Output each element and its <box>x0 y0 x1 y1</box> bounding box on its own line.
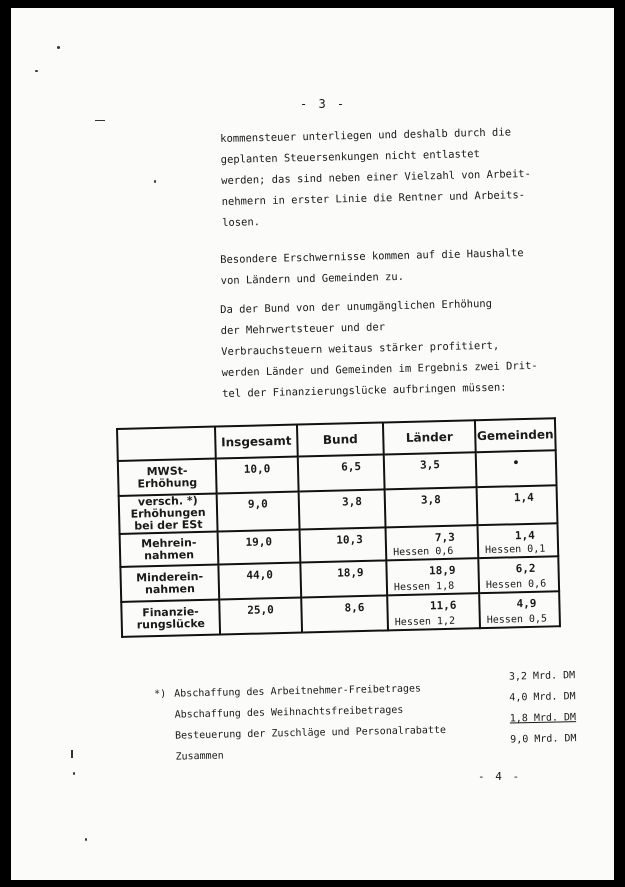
scan-speck <box>71 750 73 758</box>
row-label: Finanzie- rungslücke <box>121 600 220 637</box>
footnote-label: Besteuerung der Zuschläge und Personalrabatte <box>174 724 447 742</box>
cell-gemeinden: 6,2 Hessen 0,6 <box>478 556 559 593</box>
cell-bund: 18,9 <box>300 560 387 597</box>
paragraph-1: kommensteuer unterliegen und deshalb durch die geplanten Steuersenkungen nicht entlastet werden; das sind neben einer Vielzahl von Arbeit- nehmern in erster Linie die Rentner und Arbeits- losen. <box>220 126 532 229</box>
cell-insgesamt: 44,0 <box>218 563 301 600</box>
cell-laender: 18,9 Hessen 1,8 <box>386 558 479 595</box>
header-gemeinden: Gemeinden <box>475 418 556 452</box>
footnote-amount: 4,0 Mrd. DM <box>509 691 576 704</box>
row-label: MWSt- Erhöhung <box>118 459 217 496</box>
scan-speck <box>154 180 156 183</box>
cell-bund: 3,8 <box>299 489 386 529</box>
scan-speck <box>95 120 105 121</box>
cell-insgesamt: 10,0 <box>216 457 299 494</box>
footnote-amount: 9,0 Mrd. DM <box>510 733 577 746</box>
header-bund: Bund <box>297 422 384 456</box>
row-label: Minderein- nahmen <box>120 565 219 602</box>
cell-gemeinden: 1,4 Hessen 0,1 <box>477 523 558 558</box>
cell-insgesamt: 25,0 <box>219 598 302 635</box>
page-number: - 3 - <box>300 97 347 111</box>
cell-laender: 3,5 <box>384 452 477 489</box>
header-insgesamt: Insgesamt <box>215 425 298 459</box>
footnote-marker: *) <box>154 688 167 700</box>
row-label: Mehrein- nahmen <box>120 532 219 567</box>
scan-speck <box>73 772 75 775</box>
paragraph-2: Besondere Erschwernisse kommen auf die Haushalte von Ländern und Gemeinden zu. <box>220 247 524 287</box>
scan-speck <box>85 838 87 841</box>
row-label: versch. *) Erhöhungen bei der ESt <box>119 494 218 534</box>
cell-gemeinden: 1,4 <box>477 485 558 525</box>
header-laender: Länder <box>383 420 476 454</box>
cell-gemeinden: • <box>476 450 557 487</box>
continuation-marker: - 4 - <box>478 770 522 783</box>
footnote-label: Zusammen <box>175 750 224 763</box>
footnote <box>154 670 596 768</box>
cell-laender: 7,3 Hessen 0,6 <box>386 525 479 560</box>
cell-insgesamt: 9,0 <box>217 492 300 532</box>
footnote-amount: 3,2 Mrd. DM <box>508 670 576 683</box>
scan-speck <box>57 46 60 49</box>
cell-bund: 6,5 <box>298 454 385 491</box>
cell-laender: 3,8 <box>385 487 478 527</box>
footnote-label: Abschaffung des Arbeitnehmer-Freibetrages <box>174 683 422 700</box>
cell-laender: 11,6 Hessen 1,2 <box>387 593 480 630</box>
header-empty <box>117 427 216 461</box>
cell-insgesamt: 19,0 <box>218 530 301 565</box>
paragraph-3: Da der Bund von der unumgänglichen Erhöhung der Mehrwertsteuer und der Verbrauchsteuern weitaus stärker profitiert, werden Länder und Gemeinden im Ergebnis zwei Drit- tel der Finanzierungslücke aufbringen müssen: <box>220 297 538 400</box>
footnote-label: Abschaffung des Weihnachtsfreibetrages <box>174 704 404 721</box>
cell-gemeinden: 4,9 Hessen 0,5 <box>479 591 560 628</box>
footnote-amount: 1,8 Mrd. DM <box>509 712 577 725</box>
cell-bund: 10,3 <box>300 527 387 562</box>
scan-speck <box>35 70 38 72</box>
cell-bund: 8,6 <box>301 595 388 632</box>
finance-table <box>116 417 561 638</box>
